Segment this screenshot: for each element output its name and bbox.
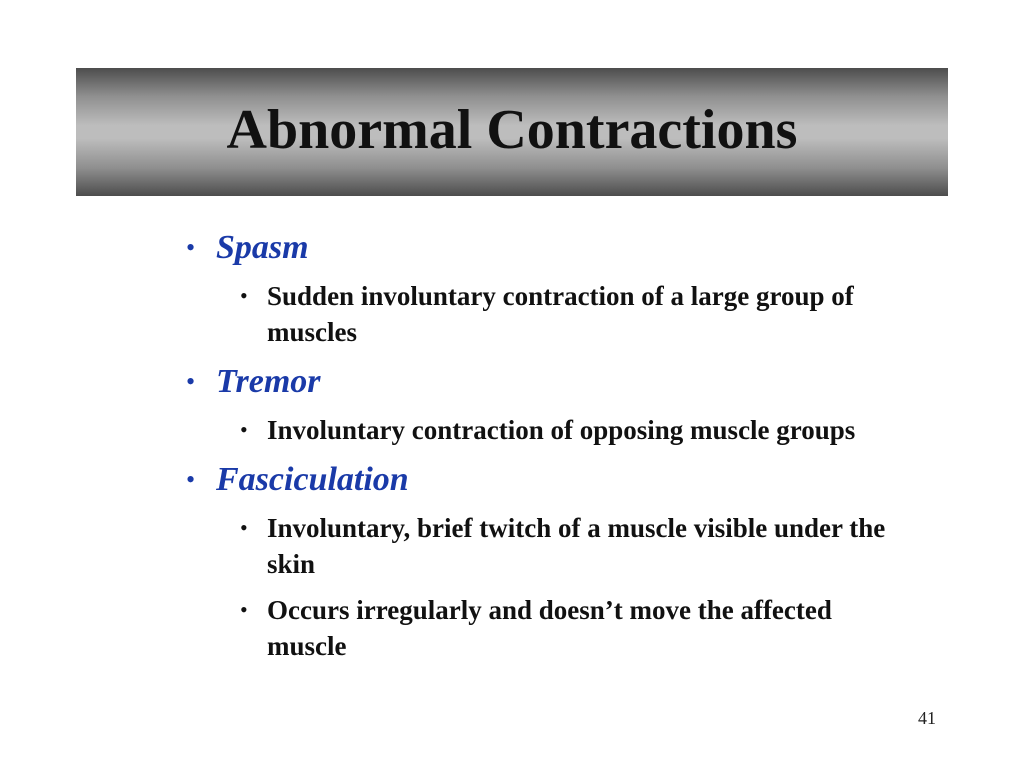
term-tremor: Tremor <box>216 363 321 400</box>
page-number: 41 <box>918 708 936 728</box>
bullet-detail <box>240 592 926 664</box>
detail-text: Involuntary, brief twitch of a muscle visible under the skin <box>267 513 886 579</box>
detail-text: Sudden involuntary contraction of a large group of muscles <box>267 281 854 347</box>
bullet-detail <box>240 278 926 350</box>
bullet-detail <box>240 412 926 448</box>
bullet-icon: • <box>186 465 196 494</box>
bullet-detail <box>240 510 926 582</box>
bullet-icon: • <box>186 233 196 262</box>
sub-bullet-icon: • <box>240 283 248 308</box>
title-banner <box>76 68 948 196</box>
bullet-icon: • <box>186 367 196 396</box>
term-spasm: Spasm <box>216 229 309 266</box>
term-fasciculation: Fasciculation <box>216 461 409 498</box>
bullet-term <box>186 458 926 502</box>
sub-bullet-icon: • <box>240 597 248 622</box>
slide-title: Abnormal Contractions <box>226 99 798 161</box>
sub-bullet-icon: • <box>240 417 248 442</box>
bullet-term <box>186 226 926 270</box>
detail-text: Occurs irregularly and doesn’t move the affected muscle <box>267 595 832 661</box>
detail-text: Involuntary contraction of opposing muscle groups <box>267 415 856 445</box>
bullet-list <box>186 226 926 674</box>
bullet-term <box>186 360 926 404</box>
sub-bullet-icon: • <box>240 515 248 540</box>
